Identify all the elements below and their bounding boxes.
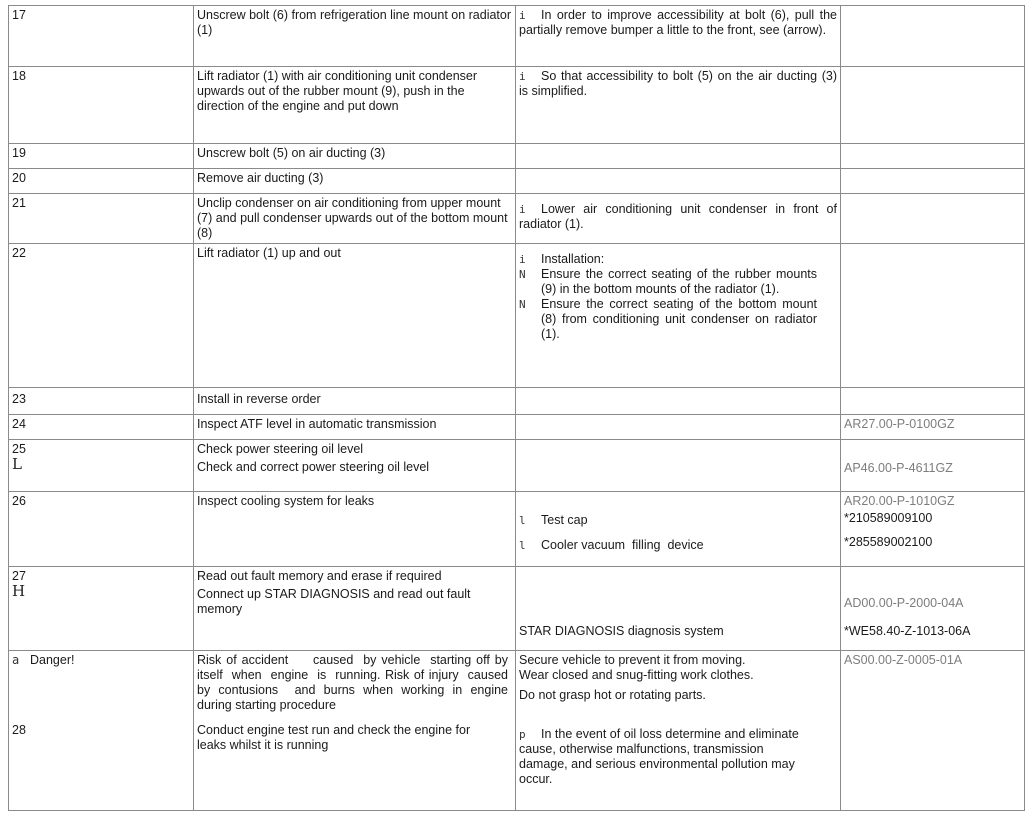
step-action: Unclip condenser on air conditioning from upper mount (7) and pull condenser upwards out of the bottom mount (8) (194, 194, 516, 244)
step-number: 27 H (9, 567, 194, 651)
step-number: 21 (9, 194, 194, 244)
table-row (9, 440, 1025, 492)
step-reference: AR20.00-P-1010GZ *210589009100 *285589002100 (841, 492, 1025, 567)
danger-icon: a (12, 653, 20, 667)
step-note (516, 415, 841, 440)
note-bullet: N Ensure the correct seating of the rubber mounts (9) in the bottom mounts of the radiator (1). (519, 267, 817, 296)
tool-icon: l (519, 539, 526, 552)
tool-part-number: *WE58.40-Z-1013-06A (844, 624, 971, 638)
note-bullet: N Ensure the correct seating of the bottom mount (8) from conditioning unit condenser on radiator (1). (519, 297, 817, 341)
diagnosis-symbol-icon: H (12, 582, 26, 600)
step-action: Inspect ATF level in automatic transmission (194, 415, 516, 440)
step-reference (841, 388, 1025, 415)
step-number: 24 (9, 415, 194, 440)
step-action: Risk of accident caused by vehicle starting off by itself when engine is running. Risk of injury caused by contusions and burns when working in engine during starting procedure Conduct engine test run and check the engine for leaks whilst it is running (194, 651, 516, 811)
tool-part-number: *285589002100 (844, 535, 933, 549)
bullet-icon: N (519, 298, 526, 311)
step-note: i Installation: N Ensure the correct seating of the rubber mounts (9) in the bottom mounts of the radiator (1). N Ensure the correct seating of the bottom mount (8) from conditioning unit condenser on radiator (1). (516, 244, 841, 388)
procedure-table (8, 5, 1025, 811)
step-number: 23 (9, 388, 194, 415)
step-number: 22 (9, 244, 194, 388)
info-icon: i (519, 203, 526, 216)
step-action: Install in reverse order (194, 388, 516, 415)
danger-measure: Secure vehicle to prevent it from moving. Wear closed and snug-fitting work clothes. (519, 653, 754, 682)
step-action: Read out fault memory and erase if required Connect up STAR DIAGNOSIS and read out fault memory (194, 567, 516, 651)
step-tools: STAR DIAGNOSIS diagnosis system (516, 567, 841, 651)
table-row (9, 244, 1025, 388)
info-icon: i (519, 70, 526, 83)
step-note (516, 440, 841, 492)
step-tools (516, 492, 841, 567)
step-reference (841, 244, 1025, 388)
step-action: Unscrew bolt (6) from refrigeration line mount on radiator (1) (194, 6, 516, 67)
step-number: 17 (9, 6, 194, 67)
table-row (9, 567, 1025, 651)
table-row (9, 169, 1025, 194)
step-action: Inspect cooling system for leaks (194, 492, 516, 567)
table-row (9, 144, 1025, 169)
step-reference: AS00.00-Z-0005-01A (841, 651, 1025, 811)
danger-risk: Risk of accident caused by vehicle starting off by itself when engine is running. Risk of injury caused by contusions and burns when working in engine during starting procedure (197, 653, 515, 712)
environment-icon: p (519, 728, 526, 741)
step-note: i So that accessibility to bolt (5) on the air ducting (3) is simplified. (516, 67, 841, 144)
step-action: Unscrew bolt (5) on air ducting (3) (194, 144, 516, 169)
step-note: i In order to improve accessibility at bolt (6), pull the partially remove bumper a little to the front, see (arrow). (516, 6, 841, 67)
step-number: 25 L (9, 440, 194, 492)
table-row (9, 6, 1025, 67)
step-number: 19 (9, 144, 194, 169)
step-action: Lift radiator (1) with air conditioning unit condenser upwards out of the rubber mount (9), push in the direction of the engine and put down (194, 67, 516, 144)
step-number: 26 (9, 492, 194, 567)
table-row (9, 651, 1025, 811)
step-note: i Lower air conditioning unit condenser in front of radiator (1). (516, 194, 841, 244)
step-note (516, 169, 841, 194)
check-symbol-icon: L (12, 455, 22, 473)
step-note (516, 388, 841, 415)
bullet-icon: N (519, 268, 526, 281)
step-number: 20 (9, 169, 194, 194)
tool-part-number: *210589009100 (844, 511, 933, 525)
table-row (9, 492, 1025, 567)
step-reference (841, 194, 1025, 244)
oil-loss-note: p In the event of oil loss determine and eliminate cause, otherwise malfunctions, transmission damage, and serious environmental pollution may occur. (519, 727, 799, 786)
info-icon: i (519, 253, 526, 266)
table-row (9, 415, 1025, 440)
step-note (516, 144, 841, 169)
step-number: 18 (9, 67, 194, 144)
step-reference (841, 144, 1025, 169)
step-reference (841, 6, 1025, 67)
step-note (516, 651, 841, 811)
step-reference: AD00.00-P-2000-04A *WE58.40-Z-1013-06A (841, 567, 1025, 651)
step-action: Lift radiator (1) up and out (194, 244, 516, 388)
step-number: a Danger! 28 (9, 651, 194, 811)
step-reference (841, 169, 1025, 194)
tool-item: l Cooler vacuum filling device (519, 538, 704, 552)
danger-label: Danger! (30, 653, 75, 667)
table-row (9, 67, 1025, 144)
table-row (9, 194, 1025, 244)
step-reference (841, 67, 1025, 144)
tool-icon: l (519, 514, 526, 527)
step-action: Remove air ducting (3) (194, 169, 516, 194)
table-row (9, 388, 1025, 415)
tool-item: l Test cap (519, 513, 588, 527)
info-icon: i (519, 9, 526, 22)
step-reference[interactable]: AP46.00-P-4611GZ (841, 440, 1025, 492)
danger-measure: Do not grasp hot or rotating parts. (519, 688, 706, 702)
step-reference[interactable]: AR27.00-P-0100GZ (841, 415, 1025, 440)
step-action: Check power steering oil level Check and correct power steering oil level (194, 440, 516, 492)
